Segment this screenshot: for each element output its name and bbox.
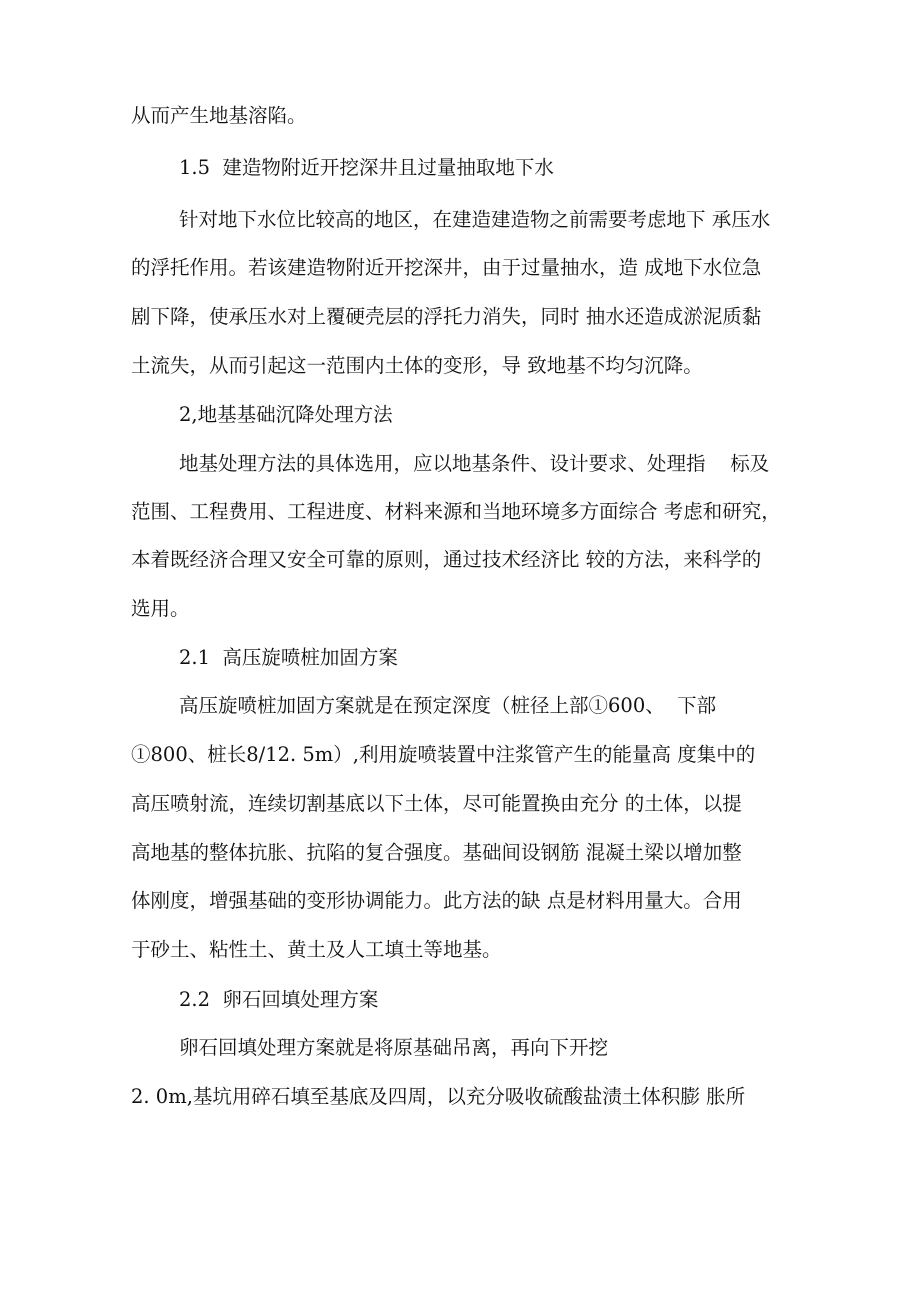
- paragraph-line: 剧下降，使承压水对上覆硬壳层的浮托力消失，同时 抽水还造成淤泥质黏: [131, 305, 762, 328]
- paragraph-line: 体刚度，增强基础的变形协调能力。此方法的缺 点是材料用量大。合用: [131, 889, 742, 912]
- section-heading-2-2: 2.2 卵石回填处理方案: [179, 988, 379, 1011]
- paragraph-line: 于砂土、粘性土、黄土及人工填土等地基。: [131, 938, 502, 961]
- paragraph-line: 2. 0m,基坑用碎石填至基底及四周，以充分吸收硫酸盐渍土体积膨 胀所: [131, 1085, 746, 1108]
- section-heading-1-5: 1.5 建造物附近开挖深井且过量抽取地下水: [179, 156, 554, 179]
- paragraph-line: 土流失，从而引起这一范围内土体的变形，导 致地基不均匀沉降。: [131, 354, 703, 377]
- paragraph-line: 高压旋喷桩加固方案就是在预定深度（桩径上部①600、 下部: [179, 694, 717, 717]
- paragraph-line: 选用。: [131, 597, 190, 620]
- paragraph-line: 卵石回填处理方案就是将原基础吊离，再向下开挖: [179, 1036, 609, 1059]
- paragraph-line: 高压喷射流，连续切割基底以下土体，尽可能置换由充分 的土体，以提: [131, 792, 742, 815]
- paragraph-line: 范围、工程费用、工程进度、材料来源和当地环境多方面综合 考虑和研究，: [131, 500, 781, 523]
- paragraph-line: 针对地下水位比较高的地区，在建造建造物之前需要考虑地下 承压水: [179, 208, 771, 231]
- paragraph-line: ①800、桩长8/12. 5m）,利用旋喷装置中注浆管产生的能量高 度集中的: [131, 743, 756, 766]
- section-heading-2-1: 2.1 高压旋喷桩加固方案: [179, 646, 398, 669]
- paragraph-line: 的浮托作用。若该建造物附近开挖深井，由于过量抽水，造 成地下水位急: [131, 256, 762, 279]
- paragraph-line: 本着既经济合理又安全可靠的原则，通过技术经济比 较的方法，来科学的: [131, 548, 762, 571]
- paragraph-line: 高地基的整体抗胀、抗陷的复合强度。基础间设钢筋 混凝土梁以增加整: [131, 841, 742, 864]
- paragraph-line: 地基处理方法的具体选用，应以地基条件、设计要求、处理指 标及: [179, 452, 770, 475]
- paragraph-line: 从而产生地基溶陷。: [131, 104, 307, 127]
- section-heading-2: 2,地基基础沉降处理方法: [179, 403, 393, 426]
